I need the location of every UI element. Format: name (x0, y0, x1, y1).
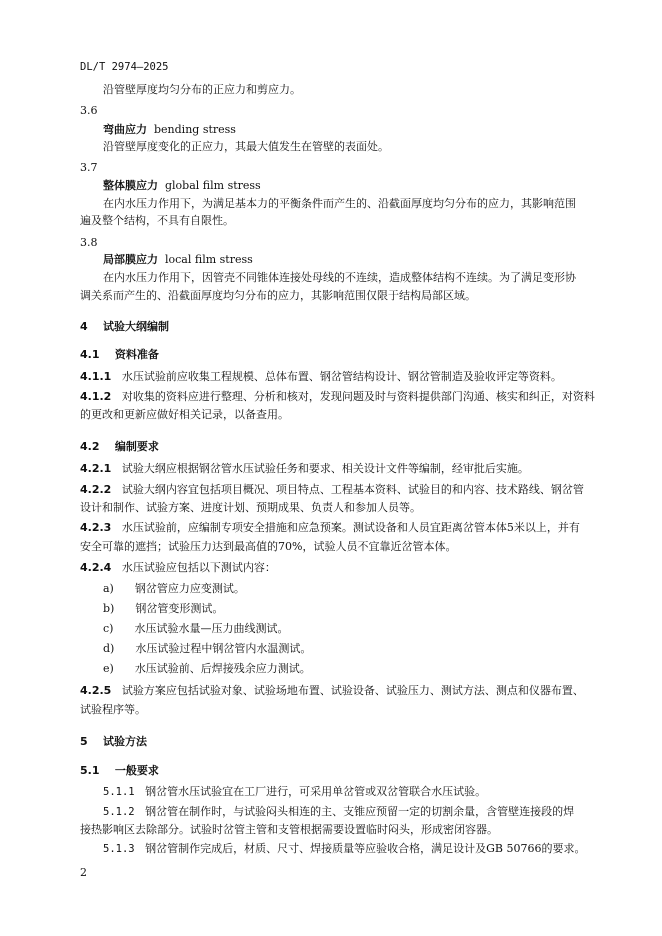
clause-4-2-1 (80, 462, 529, 476)
clause-4-2-2-number: 4.2.2 (80, 483, 112, 496)
clause-4-1-2-number: 4.1.2 (80, 390, 112, 403)
section-4-number: 4 (80, 320, 88, 333)
clause-5-1-1-number: 5.1.1 (103, 786, 135, 798)
clause-5-1-3 (103, 842, 585, 856)
term-3-7-title-en: global film stress (165, 179, 261, 192)
list-item-c (103, 622, 288, 636)
section-4-heading (80, 320, 169, 334)
clause-5-1-2-line2: 接热影响区去除部分。试验时岔管主管和支管根据需要设置临时闷头，形成密闭容器。 (80, 823, 498, 836)
section-4-title: 试验大纲编制 (102, 320, 169, 333)
term-3-8-title-zh: 局部膜应力 (103, 253, 158, 266)
term-3-6-number: 3.6 (80, 104, 98, 117)
list-item-e-text: 水压试验前、后焊接残余应力测试。 (134, 662, 311, 675)
clause-4-2-3-line2: 安全可靠的遮挡；试验压力达到最高值的70%，试验人员不宜靠近岔管本体。 (80, 540, 457, 553)
clause-4-1-1-text: 水压试验前应收集工程规模、总体布置、钢岔管结构设计、钢岔管制造及验收评定等资料。 (121, 370, 562, 383)
clause-4-2-2-line2: 设计和制作、试验方案、进度计划、预期成果、负责人和参加人员等。 (80, 501, 421, 514)
term-3-6-definition: 沿管壁厚度变化的正应力，其最大值发生在管壁的表面处。 (103, 140, 389, 153)
list-item-b-mark: b) (103, 602, 115, 615)
clause-4-2-4-number: 4.2.4 (80, 561, 112, 574)
section-5-1-title: 一般要求 (114, 764, 159, 777)
list-item-e-mark: e) (103, 662, 114, 675)
list-item-d-mark: d) (103, 642, 115, 655)
list-item-e (103, 662, 311, 676)
clause-4-2-4-text: 水压试验应包括以下测试内容： (121, 561, 276, 574)
list-item-b (103, 602, 223, 616)
clause-4-2-3 (80, 521, 580, 535)
clause-4-2-2-line1: 试验大纲内容宜包括项目概况、项目特点、工程基本资料、试验目的和内容、技术路线、钢岔管 (121, 483, 584, 496)
clause-5-1-1 (103, 785, 486, 799)
section-5-heading (80, 735, 147, 749)
clause-4-2-5-line2: 试验程序等。 (80, 703, 146, 716)
clause-4-2-1-text: 试验大纲应根据钢岔管水压试验任务和要求、相关设计文件等编制，经审批后实施。 (121, 462, 529, 475)
section-4-2-title: 编制要求 (114, 440, 159, 453)
term-3-7-title (103, 179, 261, 193)
clause-4-2-2 (80, 483, 584, 497)
section-4-1-heading (80, 348, 159, 362)
document-code: DL/T 2974—2025 (80, 61, 169, 73)
clause-4-2-3-line1: 水压试验前，应编制专项安全措施和应急预案。测试设备和人员宜距离岔管本体5米以上，并有 (121, 521, 580, 534)
section-5-number: 5 (80, 735, 88, 748)
term-3-6-title-zh: 弯曲应力 (103, 123, 147, 136)
term-3-6-title (103, 123, 236, 137)
list-item-d (103, 642, 311, 656)
term-3-7-definition-line1: 在内水压力作用下，为满足基本力的平衡条件而产生的、沿截面厚度均匀分布的应力，其影响范围 (103, 197, 576, 210)
intro-line: 沿管壁厚度均匀分布的正应力和剪应力。 (103, 83, 301, 96)
clause-4-2-1-number: 4.2.1 (80, 462, 112, 475)
term-3-8-definition-line1: 在内水压力作用下，因管壳不同锥体连接处母线的不连续，造成整体结构不连续。为了满足变形协 (103, 271, 576, 284)
section-4-2-number: 4.2 (80, 440, 100, 453)
list-item-a-mark: a) (103, 582, 114, 595)
list-item-c-text: 水压试验水量—压力曲线测试。 (134, 622, 289, 635)
list-item-a-text: 钢岔管应力应变测试。 (134, 582, 245, 595)
term-3-8-title-en: local film stress (165, 253, 253, 266)
clause-4-2-3-number: 4.2.3 (80, 521, 112, 534)
term-3-8-title (103, 253, 253, 267)
clause-5-1-2-line1: 钢岔管在制作时，与试验闷头相连的主、支锥应预留一定的切割余量，含管壁连接段的焊 (145, 805, 575, 818)
term-3-8-number: 3.8 (80, 236, 98, 249)
term-3-8-definition-line2: 调关系而产生的、沿截面厚度均匀分布的应力，其影响范围仅限于结构局部区域。 (80, 289, 476, 302)
term-3-7-title-zh: 整体膜应力 (103, 179, 158, 192)
clause-4-1-2-line1: 对收集的资料应进行整理、分析和核对，发现问题及时与资料提供部门沟通、核实和纠正，对资料 (121, 390, 595, 403)
clause-5-1-2 (103, 805, 574, 819)
list-item-b-text: 钢岔管变形测试。 (135, 602, 224, 615)
section-5-1-heading (80, 764, 159, 778)
section-5-title: 试验方法 (102, 735, 147, 748)
clause-5-1-1-text: 钢岔管水压试验宜在工厂进行，可采用单岔管或双岔管联合水压试验。 (145, 785, 487, 798)
clause-4-2-5-number: 4.2.5 (80, 684, 112, 697)
clause-5-1-3-number: 5.1.3 (103, 843, 135, 855)
list-item-a (103, 582, 245, 596)
clause-4-2-5-line1: 试验方案应包括试验对象、试验场地布置、试验设备、试验压力、测试方法、测点和仪器布置、 (121, 684, 584, 697)
term-3-6-title-en: bending stress (154, 123, 236, 136)
list-item-d-text: 水压试验过程中钢岔管内水温测试。 (135, 642, 312, 655)
section-5-1-number: 5.1 (80, 764, 100, 777)
clause-4-1-1 (80, 370, 562, 384)
clause-4-1-2 (80, 390, 595, 404)
clause-4-1-1-number: 4.1.1 (80, 370, 112, 383)
list-item-c-mark: c) (103, 622, 114, 635)
clause-5-1-2-number: 5.1.2 (103, 806, 135, 818)
section-4-1-number: 4.1 (80, 348, 100, 361)
clause-4-2-4 (80, 561, 276, 575)
term-3-7-number: 3.7 (80, 161, 98, 174)
term-3-7-definition-line2: 遍及整个结构，不具有自限性。 (80, 214, 234, 227)
clause-4-2-5 (80, 684, 584, 698)
clause-5-1-3-text: 钢岔管制作完成后，材质、尺寸、焊接质量等应验收合格，满足设计及GB 50766的要求。 (145, 842, 586, 855)
page-number: 2 (80, 866, 87, 879)
section-4-2-heading (80, 440, 159, 454)
section-4-1-title: 资料准备 (114, 348, 159, 361)
clause-4-1-2-line2: 的更改和更新应做好相关记录，以备查用。 (80, 408, 289, 421)
